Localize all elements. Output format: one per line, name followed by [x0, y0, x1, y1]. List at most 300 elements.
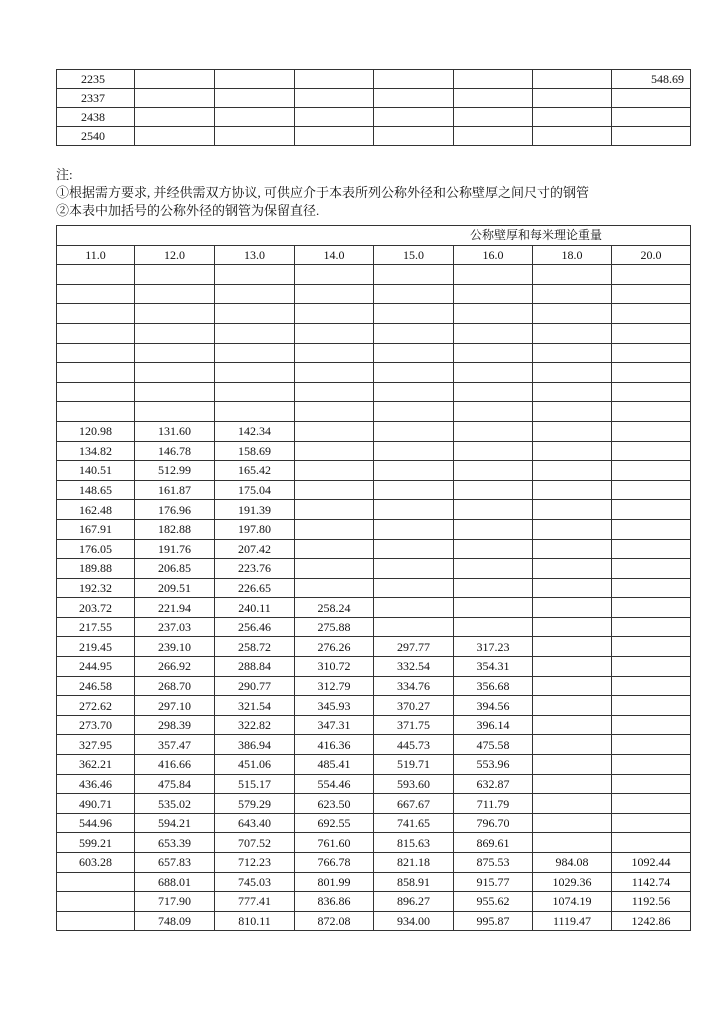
table-cell — [533, 284, 612, 304]
table-cell — [533, 539, 612, 559]
table-cell — [612, 89, 691, 108]
table-cell — [533, 813, 612, 833]
notes-block — [56, 166, 696, 220]
table-row — [57, 676, 691, 696]
column-header: 14.0 — [295, 245, 374, 265]
table-cell: 1119.47 — [533, 911, 612, 931]
table-cell — [612, 382, 691, 402]
table-cell — [454, 461, 533, 481]
table-cell — [612, 578, 691, 598]
table-row — [57, 911, 691, 931]
table-cell: 519.71 — [374, 755, 454, 775]
table-cell — [612, 500, 691, 520]
table-cell: 451.06 — [215, 755, 295, 775]
table-cell — [454, 363, 533, 383]
table-cell — [533, 89, 612, 108]
table-cell — [215, 402, 295, 422]
table-cell — [533, 500, 612, 520]
table-cell: 745.03 — [215, 872, 295, 892]
table-cell: 223.76 — [215, 559, 295, 579]
table-cell: 544.96 — [57, 813, 135, 833]
table-cell — [533, 657, 612, 677]
table-row — [57, 127, 691, 146]
table-cell — [533, 363, 612, 383]
table-cell: 1192.56 — [612, 892, 691, 912]
table-cell — [454, 578, 533, 598]
main-weight-table — [56, 225, 691, 931]
table-cell: 394.56 — [454, 696, 533, 716]
table-cell — [533, 578, 612, 598]
table-row — [57, 402, 691, 422]
table-row — [57, 696, 691, 716]
table-cell: 548.69 — [612, 70, 691, 89]
table-cell: 258.72 — [215, 637, 295, 657]
table-cell — [533, 127, 612, 146]
table-cell — [374, 461, 454, 481]
table-cell — [374, 304, 454, 324]
column-header: 15.0 — [374, 245, 454, 265]
table-cell — [374, 265, 454, 285]
table-cell: 761.60 — [295, 833, 374, 853]
table-row — [57, 578, 691, 598]
table-cell — [454, 598, 533, 618]
table-cell: 290.77 — [215, 676, 295, 696]
table-cell: 657.83 — [135, 853, 215, 873]
table-cell — [612, 657, 691, 677]
table-cell: 207.42 — [215, 539, 295, 559]
table-cell — [612, 441, 691, 461]
table-cell: 131.60 — [135, 421, 215, 441]
table-cell: 512.99 — [135, 461, 215, 481]
table-cell — [374, 89, 454, 108]
table-cell — [533, 637, 612, 657]
table-cell: 915.77 — [454, 872, 533, 892]
table-cell — [612, 127, 691, 146]
table-cell: 221.94 — [135, 598, 215, 618]
table-cell — [57, 363, 135, 383]
table-cell — [454, 108, 533, 127]
table-cell: 140.51 — [57, 461, 135, 481]
table-title-row — [57, 226, 691, 246]
table-cell: 297.77 — [374, 637, 454, 657]
table-cell — [57, 304, 135, 324]
table-cell — [612, 559, 691, 579]
table-cell — [135, 265, 215, 285]
table-row — [57, 617, 691, 637]
table-cell — [612, 676, 691, 696]
table-cell: 276.26 — [295, 637, 374, 657]
table-cell — [295, 480, 374, 500]
table-cell — [135, 363, 215, 383]
table-cell: 2337 — [57, 89, 135, 108]
table-cell: 226.65 — [215, 578, 295, 598]
table-cell: 1142.74 — [612, 872, 691, 892]
table-cell: 623.50 — [295, 794, 374, 814]
table-cell: 240.11 — [215, 598, 295, 618]
table-cell: 707.52 — [215, 833, 295, 853]
table-cell: 312.79 — [295, 676, 374, 696]
table-cell — [533, 755, 612, 775]
table-cell — [454, 323, 533, 343]
table-cell — [454, 89, 533, 108]
table-cell — [374, 578, 454, 598]
column-header: 18.0 — [533, 245, 612, 265]
table-cell: 370.27 — [374, 696, 454, 716]
column-header: 13.0 — [215, 245, 295, 265]
table-cell: 475.84 — [135, 774, 215, 794]
table-cell — [374, 519, 454, 539]
table-cell: 165.42 — [215, 461, 295, 481]
table-cell: 142.34 — [215, 421, 295, 441]
table-cell — [374, 284, 454, 304]
table-cell — [295, 559, 374, 579]
table-row — [57, 794, 691, 814]
table-cell — [295, 402, 374, 422]
table-row — [57, 304, 691, 324]
table-cell: 869.61 — [454, 833, 533, 853]
table-cell — [612, 323, 691, 343]
table-cell — [57, 382, 135, 402]
notes-heading: 注: — [56, 167, 73, 182]
table-cell — [135, 70, 215, 89]
table-cell — [612, 794, 691, 814]
table-cell — [533, 402, 612, 422]
table-cell: 354.31 — [454, 657, 533, 677]
table-cell — [215, 284, 295, 304]
table-cell: 317.23 — [454, 637, 533, 657]
table-cell — [57, 323, 135, 343]
table-cell — [454, 402, 533, 422]
table-cell — [374, 617, 454, 637]
table-cell — [533, 480, 612, 500]
table-cell: 266.92 — [135, 657, 215, 677]
table-cell: 347.31 — [295, 715, 374, 735]
table-cell — [612, 461, 691, 481]
table-cell — [295, 500, 374, 520]
table-cell: 176.05 — [57, 539, 135, 559]
table-cell — [454, 519, 533, 539]
table-cell: 475.58 — [454, 735, 533, 755]
table-cell — [612, 598, 691, 618]
table-cell — [215, 89, 295, 108]
table-cell — [533, 461, 612, 481]
table-cell: 1029.36 — [533, 872, 612, 892]
table-cell: 955.62 — [454, 892, 533, 912]
table-cell: 321.54 — [215, 696, 295, 716]
table-cell: 632.87 — [454, 774, 533, 794]
table-cell — [454, 265, 533, 285]
table-cell: 593.60 — [374, 774, 454, 794]
table-cell: 858.91 — [374, 872, 454, 892]
table-cell — [454, 617, 533, 637]
table-cell: 182.88 — [135, 519, 215, 539]
table-cell: 345.93 — [295, 696, 374, 716]
table-row — [57, 813, 691, 833]
table-cell: 653.39 — [135, 833, 215, 853]
table-cell — [612, 833, 691, 853]
table-cell: 995.87 — [454, 911, 533, 931]
table-cell: 275.88 — [295, 617, 374, 637]
table-cell: 167.91 — [57, 519, 135, 539]
table-cell — [533, 676, 612, 696]
table-cell: 1092.44 — [612, 853, 691, 873]
table-cell: 273.70 — [57, 715, 135, 735]
table-cell: 161.87 — [135, 480, 215, 500]
table-cell: 711.79 — [454, 794, 533, 814]
table-cell — [215, 323, 295, 343]
table-cell — [374, 421, 454, 441]
table-cell: 362.21 — [57, 755, 135, 775]
table-cell: 332.54 — [374, 657, 454, 677]
table-cell — [135, 402, 215, 422]
table-cell — [215, 343, 295, 363]
table-cell — [135, 89, 215, 108]
table-cell: 643.40 — [215, 813, 295, 833]
table-cell — [612, 108, 691, 127]
table-cell: 237.03 — [135, 617, 215, 637]
table-row — [57, 284, 691, 304]
column-header: 16.0 — [454, 245, 533, 265]
table-cell — [374, 108, 454, 127]
table-cell: 777.41 — [215, 892, 295, 912]
table-cell — [215, 363, 295, 383]
table-row — [57, 715, 691, 735]
table-cell — [374, 343, 454, 363]
table-cell — [533, 343, 612, 363]
table-cell — [374, 500, 454, 520]
table-cell: 594.21 — [135, 813, 215, 833]
table-cell — [374, 480, 454, 500]
table-cell — [295, 265, 374, 285]
table-cell: 322.82 — [215, 715, 295, 735]
table-cell: 357.47 — [135, 735, 215, 755]
table-cell: 554.46 — [295, 774, 374, 794]
table-cell: 206.85 — [135, 559, 215, 579]
table-cell: 297.10 — [135, 696, 215, 716]
table-cell — [454, 500, 533, 520]
table-cell: 810.11 — [215, 911, 295, 931]
table-cell — [295, 421, 374, 441]
table-cell — [533, 421, 612, 441]
table-cell — [295, 539, 374, 559]
table-cell — [533, 265, 612, 285]
table-cell — [612, 343, 691, 363]
table-cell: 268.70 — [135, 676, 215, 696]
table-cell — [374, 441, 454, 461]
table-cell — [135, 382, 215, 402]
table-cell — [135, 323, 215, 343]
table-cell: 815.63 — [374, 833, 454, 853]
table-cell — [612, 539, 691, 559]
table-row — [57, 853, 691, 873]
table-cell: 984.08 — [533, 853, 612, 873]
table-cell — [295, 284, 374, 304]
table-cell: 258.24 — [295, 598, 374, 618]
table-cell — [612, 304, 691, 324]
table-cell — [612, 480, 691, 500]
table-cell: 371.75 — [374, 715, 454, 735]
table-cell — [295, 343, 374, 363]
table-cell — [612, 265, 691, 285]
table-cell: 535.02 — [135, 794, 215, 814]
table-cell — [57, 265, 135, 285]
table-cell — [612, 284, 691, 304]
table-row — [57, 519, 691, 539]
table-cell — [295, 108, 374, 127]
table-cell: 801.99 — [295, 872, 374, 892]
table-cell — [612, 519, 691, 539]
table-row — [57, 70, 691, 89]
table-cell: 667.67 — [374, 794, 454, 814]
table-cell — [533, 304, 612, 324]
table-cell — [454, 539, 533, 559]
table-cell — [215, 265, 295, 285]
table-cell — [533, 382, 612, 402]
table-row — [57, 774, 691, 794]
table-row — [57, 441, 691, 461]
table-cell: 821.18 — [374, 853, 454, 873]
table-row — [57, 421, 691, 441]
table-cell: 162.48 — [57, 500, 135, 520]
table-cell — [374, 539, 454, 559]
table-cell: 334.76 — [374, 676, 454, 696]
table-cell — [454, 559, 533, 579]
table-row — [57, 637, 691, 657]
table-cell: 310.72 — [295, 657, 374, 677]
table-cell — [295, 70, 374, 89]
table-cell — [533, 735, 612, 755]
table-cell — [533, 323, 612, 343]
column-header: 20.0 — [612, 245, 691, 265]
table-cell: 796.70 — [454, 813, 533, 833]
table-cell — [612, 421, 691, 441]
table-cell: 485.41 — [295, 755, 374, 775]
table-row — [57, 755, 691, 775]
table-cell — [57, 284, 135, 304]
table-cell — [454, 127, 533, 146]
table-cell — [533, 441, 612, 461]
table-cell — [215, 108, 295, 127]
table-cell: 1242.86 — [612, 911, 691, 931]
note-1: ①根据需方要求, 并经供需双方协议, 可供应介于本表所列公称外径和公称壁厚之间尺寸的钢管 — [56, 185, 590, 200]
table-cell: 416.66 — [135, 755, 215, 775]
table-cell — [295, 89, 374, 108]
table-cell: 288.84 — [215, 657, 295, 677]
table-cell — [533, 696, 612, 716]
table-cell: 246.58 — [57, 676, 135, 696]
table-cell: 175.04 — [215, 480, 295, 500]
column-header: 12.0 — [135, 245, 215, 265]
table-cell — [374, 402, 454, 422]
table-cell: 298.39 — [135, 715, 215, 735]
table-cell: 189.88 — [57, 559, 135, 579]
table-cell — [57, 892, 135, 912]
table-cell — [295, 461, 374, 481]
table-cell: 176.96 — [135, 500, 215, 520]
table-cell: 272.62 — [57, 696, 135, 716]
table-cell — [215, 382, 295, 402]
table-cell — [533, 794, 612, 814]
table-cell: 579.29 — [215, 794, 295, 814]
table-cell — [295, 304, 374, 324]
table-cell — [533, 559, 612, 579]
table-cell: 436.46 — [57, 774, 135, 794]
table-cell — [57, 911, 135, 931]
table-row — [57, 598, 691, 618]
table-row — [57, 657, 691, 677]
table-cell — [612, 363, 691, 383]
table-cell: 896.27 — [374, 892, 454, 912]
table-cell — [454, 421, 533, 441]
table-cell — [374, 70, 454, 89]
table-cell — [612, 637, 691, 657]
table-cell — [533, 70, 612, 89]
table-cell: 244.95 — [57, 657, 135, 677]
table-cell — [454, 284, 533, 304]
table-row — [57, 500, 691, 520]
table-cell — [533, 108, 612, 127]
table-cell: 239.10 — [135, 637, 215, 657]
table-cell — [612, 813, 691, 833]
table-cell: 356.68 — [454, 676, 533, 696]
table-cell: 217.55 — [57, 617, 135, 637]
table-cell: 2235 — [57, 70, 135, 89]
table-cell: 256.46 — [215, 617, 295, 637]
table-cell — [295, 382, 374, 402]
table-row — [57, 872, 691, 892]
table-cell: 836.86 — [295, 892, 374, 912]
table-cell — [295, 578, 374, 598]
top-weight-table — [56, 69, 691, 146]
table-cell — [295, 441, 374, 461]
column-header: 11.0 — [57, 245, 135, 265]
table-cell — [295, 127, 374, 146]
table-cell: 741.65 — [374, 813, 454, 833]
table-cell — [454, 343, 533, 363]
table-cell — [57, 402, 135, 422]
table-cell: 191.39 — [215, 500, 295, 520]
table-cell — [612, 696, 691, 716]
table-row — [57, 892, 691, 912]
table-cell: 748.09 — [135, 911, 215, 931]
table-cell — [374, 598, 454, 618]
table-cell — [295, 363, 374, 383]
table-cell — [533, 519, 612, 539]
table-cell: 158.69 — [215, 441, 295, 461]
table-row — [57, 833, 691, 853]
table-cell — [454, 382, 533, 402]
table-cell: 515.17 — [215, 774, 295, 794]
table-row — [57, 363, 691, 383]
table-cell — [612, 617, 691, 637]
table-cell: 386.94 — [215, 735, 295, 755]
table-cell — [374, 363, 454, 383]
table-cell: 197.80 — [215, 519, 295, 539]
table-cell: 2540 — [57, 127, 135, 146]
table-cell: 148.65 — [57, 480, 135, 500]
table-cell: 688.01 — [135, 872, 215, 892]
table-row — [57, 539, 691, 559]
table-cell — [295, 323, 374, 343]
table-row — [57, 265, 691, 285]
header-row — [57, 245, 691, 265]
table-cell: 712.23 — [215, 853, 295, 873]
table-cell — [215, 304, 295, 324]
table-cell: 445.73 — [374, 735, 454, 755]
table-cell — [295, 519, 374, 539]
table-cell — [57, 872, 135, 892]
table-cell: 134.82 — [57, 441, 135, 461]
